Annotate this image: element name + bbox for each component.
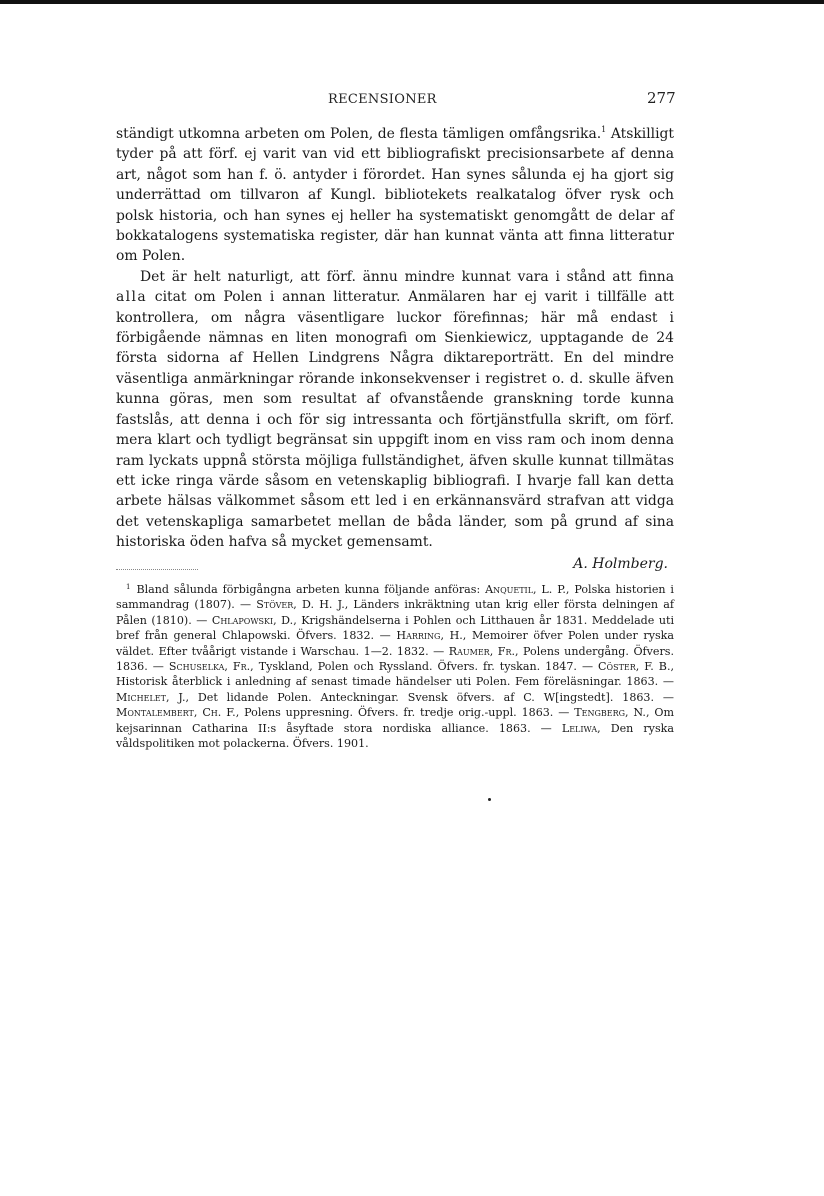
footnote-author: Fr. — [232, 660, 251, 674]
footnote-author: Leliwa — [561, 721, 598, 735]
footnote-text: , D., Krigshändelserna i Pohlen och Litthauen år 1831. Meddelade uti bref från general Chlapowski. Öfvers. 1832. — — [116, 613, 674, 643]
review-body — [116, 124, 674, 553]
footnote-author: Ch. — [202, 706, 222, 720]
footnote-author: Harring — [396, 629, 441, 643]
paragraph-2-rest: citat om Polen i annan litteratur. Anmälaren har ej varit i tillfälle att kontrollera, om några väsentligare luckor förefinnas; här må endast i förbigående nämnas en liten monografi om Sienkiewicz, upptagande de 24 första sidorna af Hellen Lindgrens Några diktareporträtt. En del mindre väsentliga anmärkningar rörande inkonsekvenser i registret o. d. skulle äfven kunna göras, men som resultat af ofvanstående granskning torde kunna fastslås, att denna i och för sig intressanta och förtjänstfulla skrift, om förf. mera klart och tydligt begränsat sin uppgift inom en viss ram och inom denna ram lyckats uppnå största möjliga fullständighet, äfven skulle kunnat tillmätas ett icke ringa värde såsom en vetenskaplig bibliografi. I hvarje fall kan detta arbete hälsas välkommet såsom ett led i en erkännansvärd strafvan att vidga det vetenskapliga samarbetet mellan de båda länder, som på grund af sina historiska öden hafva så mycket gemensamt. — [116, 289, 674, 551]
print-speck — [488, 798, 491, 801]
footnote-text: , H., Memoirer öfver Polen under ryska väldet. Efter tvåårigt vistande i Warschau. 1—2. 1832. — — [116, 629, 674, 658]
footnote-text: , Tyskland, Polen och Ryssland. Öfvers. fr. tyskan. 1847. — — [250, 660, 599, 674]
footnote-text: , — [224, 660, 233, 674]
footnote-text: , Polens undergång. Öfvers. 1836. — — [116, 644, 674, 674]
emphasized-word: alla — [116, 289, 148, 306]
paragraph-1-start: ständigt utkomna arbeten om Polen, de flesta tämligen omfångsrika. — [116, 126, 602, 142]
running-title: RECENSIONER — [328, 92, 437, 107]
footnote-text: F., Polens uppresning. Öfvers. fr. tredje orig.-uppl. 1863. — — [221, 706, 575, 720]
paragraph-2-start: Det är helt naturligt, att förf. ännu mindre kunnat vara i stånd att finna — [140, 268, 674, 285]
footnote-author: Raumer — [448, 644, 490, 658]
footnote-text: , J., Det lidande Polen. Anteckningar. Svensk öfvers. af C. W[ingstedt]. 1863. — — [165, 690, 674, 704]
footnote-author: Tengberg — [574, 706, 625, 720]
footnote-author: Michelet — [116, 690, 166, 704]
footnote-text: Bland sålunda förbigångna arbeten kunna följande anföras: — [136, 583, 486, 596]
footnote-author: Fr. — [497, 644, 515, 658]
footnote-text: , D. H. J., Länders inkräktning utan krig eller första delningen af Pålen (1810). — — [116, 598, 674, 627]
paragraph-1 — [116, 124, 674, 267]
author-signature: A. Holmberg. — [573, 556, 668, 572]
paragraph-2 — [116, 267, 674, 553]
paragraph-1-rest: Atskilligt tyder på att förf. ej varit van vid ett bibliografiskt precisionsarbete af denna art, något som han f. ö. antyder i förordet. Han synes sålunda ej ha gjort sig underrättad om tillvaron af Kungl. bibliotekets realkatalog öfver rysk och polsk historia, och han synes ej heller ha systematiskt genomgått de delar af bokkatalogens systematiska register, där han kunnat vänta att finna litteratur om Polen. — [116, 126, 674, 265]
footnote-author: Chlapowski — [211, 613, 274, 627]
footnote-text: , L. P., Polska historien i sammandrag (1807). — — [116, 583, 674, 612]
footnote-reference: 1 — [601, 125, 607, 134]
footnote-author: Anquetil — [485, 583, 534, 596]
footnote-text: , F. B., Historisk återblick i anledning af senast timade händelser uti Polen. Fem föreläsningar. 1863. — — [116, 660, 675, 689]
footnote-text: , — [193, 706, 203, 720]
page-number: 277 — [647, 89, 676, 107]
footnote-text: , Den ryska våldspolitiken mot polackerna. Öfvers. 1901. — [116, 721, 674, 751]
footnote-text: , — [489, 644, 498, 658]
scan-top-edge — [0, 0, 824, 4]
footnote-divider — [116, 569, 198, 570]
footnote-author: Montalembert — [116, 706, 194, 720]
footnote-text: , N., Om kejsarinnan Catharina II:s åsyftade stora nordiska alliance. 1863. — — [116, 706, 674, 735]
footnote-author: Stöver — [256, 598, 294, 612]
footnote-author: Cöster — [598, 660, 636, 674]
footnote-author: Schuselka — [168, 660, 225, 674]
footnote — [116, 580, 674, 751]
footnote-mark: 1 — [126, 583, 131, 591]
